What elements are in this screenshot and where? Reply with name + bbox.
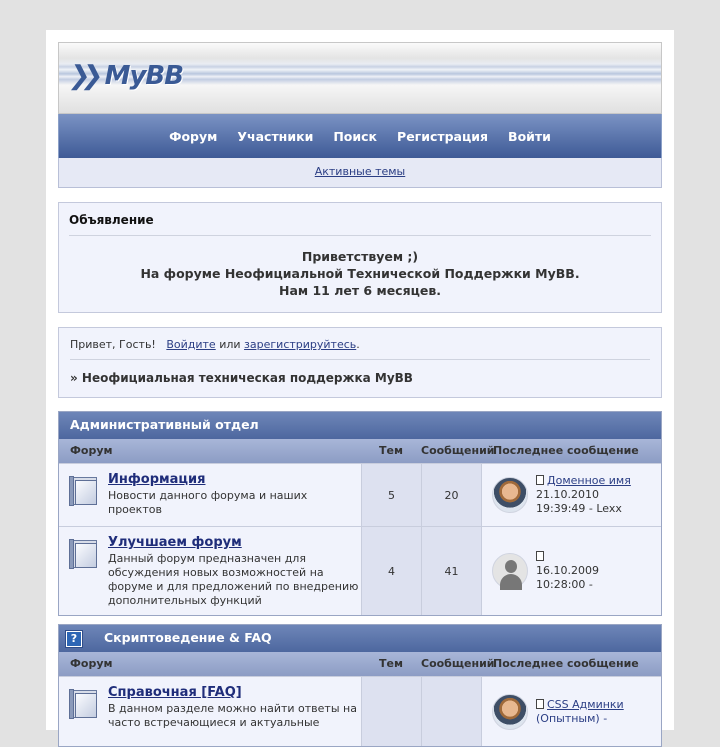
last-post-date: 21.10.2010: [536, 488, 599, 501]
last-post-info: [536, 550, 599, 592]
logo-chevron-icon: ❯❯: [66, 61, 97, 91]
forum-info: [108, 535, 361, 607]
document-icon: [536, 475, 544, 485]
last-post-info: [536, 698, 624, 726]
login-link[interactable]: Войдите: [166, 338, 216, 351]
column-headers: [59, 652, 661, 676]
active-topics-link[interactable]: Активные темы: [314, 165, 406, 178]
forum-cell: [59, 464, 361, 526]
document-icon: [536, 699, 544, 709]
forum-description: Данный форум предназначен для обсуждения новых возможностей на форуме и для предложений по внедрению дополнительных функций: [108, 552, 359, 607]
register-link[interactable]: зарегистрируйтесь: [244, 338, 357, 351]
topics-count: [361, 677, 421, 746]
last-post-cell: [481, 464, 661, 526]
col-posts: Сообщений: [421, 657, 495, 670]
page-container: [46, 30, 674, 730]
col-last-post: Последнее сообщение: [493, 444, 639, 457]
avatar[interactable]: [492, 694, 528, 730]
forum-row: [59, 526, 661, 615]
mybb-logo[interactable]: [66, 61, 184, 91]
last-post-time-user: 19:39:49 - Lexx: [536, 502, 622, 515]
nav-search[interactable]: Поиск: [333, 128, 378, 144]
forum-folder-icon: [69, 476, 99, 506]
default-avatar[interactable]: [492, 553, 528, 589]
or-text: или: [219, 338, 241, 351]
forum-cell: [59, 527, 361, 615]
last-post-cell: [481, 527, 661, 615]
category-title: Скриптоведение & FAQ: [104, 630, 272, 645]
forum-folder-icon: [69, 539, 99, 569]
forum-description: В данном разделе можно найти ответы на часто встречающиеся и актуальные: [108, 702, 357, 729]
announcement-line: На форуме Неофициальной Технической Поддержки MyBB.: [140, 266, 580, 281]
category-admin: [58, 411, 662, 616]
last-post-line2: (Опытным) -: [536, 711, 608, 725]
sub-nav: [58, 158, 662, 188]
nav-forum[interactable]: Форум: [169, 128, 218, 144]
category-title[interactable]: Административный отдел: [59, 412, 661, 439]
col-forum: Форум: [70, 444, 113, 457]
topics-count: 4: [361, 527, 421, 615]
welcome-line: [70, 338, 650, 360]
forum-row: [59, 676, 661, 746]
forum-cell: [59, 677, 361, 746]
document-icon[interactable]: [536, 551, 544, 561]
last-post-link[interactable]: Доменное имя: [547, 474, 631, 487]
period-text: .: [356, 338, 360, 351]
col-topics: Тем: [379, 444, 403, 457]
question-icon: ?: [65, 630, 83, 648]
forum-folder-icon: [69, 689, 99, 719]
category-header[interactable]: [59, 625, 661, 652]
announcement-line: Нам 11 лет 6 месяцев.: [278, 283, 442, 298]
forum-link[interactable]: Справочная [FAQ]: [108, 685, 242, 700]
column-headers: [59, 439, 661, 463]
last-post-link[interactable]: CSS Админки: [547, 697, 624, 711]
last-post-info: [536, 474, 631, 516]
last-post-cell: [481, 677, 661, 746]
forum-link[interactable]: Информация: [108, 472, 206, 487]
welcome-box: [58, 327, 662, 398]
avatar[interactable]: [492, 477, 528, 513]
col-last-post: Последнее сообщение: [493, 657, 639, 670]
forum-info: [108, 685, 361, 738]
forum-link[interactable]: Улучшаем форум: [108, 535, 242, 550]
forum-info: [108, 472, 361, 518]
breadcrumb[interactable]: » Неофициальная техническая поддержка MyBB: [70, 371, 413, 385]
last-post-time-user: 10:28:00 -: [536, 578, 593, 591]
logo-text: MyBB: [104, 61, 184, 91]
main-nav: [58, 114, 662, 158]
announcement-line: Приветствуем ;): [301, 249, 419, 264]
col-topics: Тем: [379, 657, 403, 670]
forum-row: [59, 463, 661, 526]
posts-count: [421, 677, 481, 746]
nav-login[interactable]: Войти: [508, 128, 551, 144]
col-posts: Сообщений: [421, 444, 495, 457]
col-forum: Форум: [70, 657, 113, 670]
last-post-date: 16.10.2009: [536, 564, 599, 577]
announcement-body: [69, 236, 651, 299]
posts-count: 41: [421, 527, 481, 615]
announcement-box: [58, 202, 662, 313]
nav-members[interactable]: Участники: [237, 128, 314, 144]
header-logo-bar: [58, 42, 662, 114]
nav-register[interactable]: Регистрация: [397, 128, 489, 144]
forum-description: Новости данного форума и наших проектов: [108, 489, 308, 516]
posts-count: 20: [421, 464, 481, 526]
announcement-title: Объявление: [69, 213, 651, 236]
category-scripts-faq: [58, 624, 662, 747]
greeting-text: Привет, Гость!: [70, 338, 156, 351]
topics-count: 5: [361, 464, 421, 526]
